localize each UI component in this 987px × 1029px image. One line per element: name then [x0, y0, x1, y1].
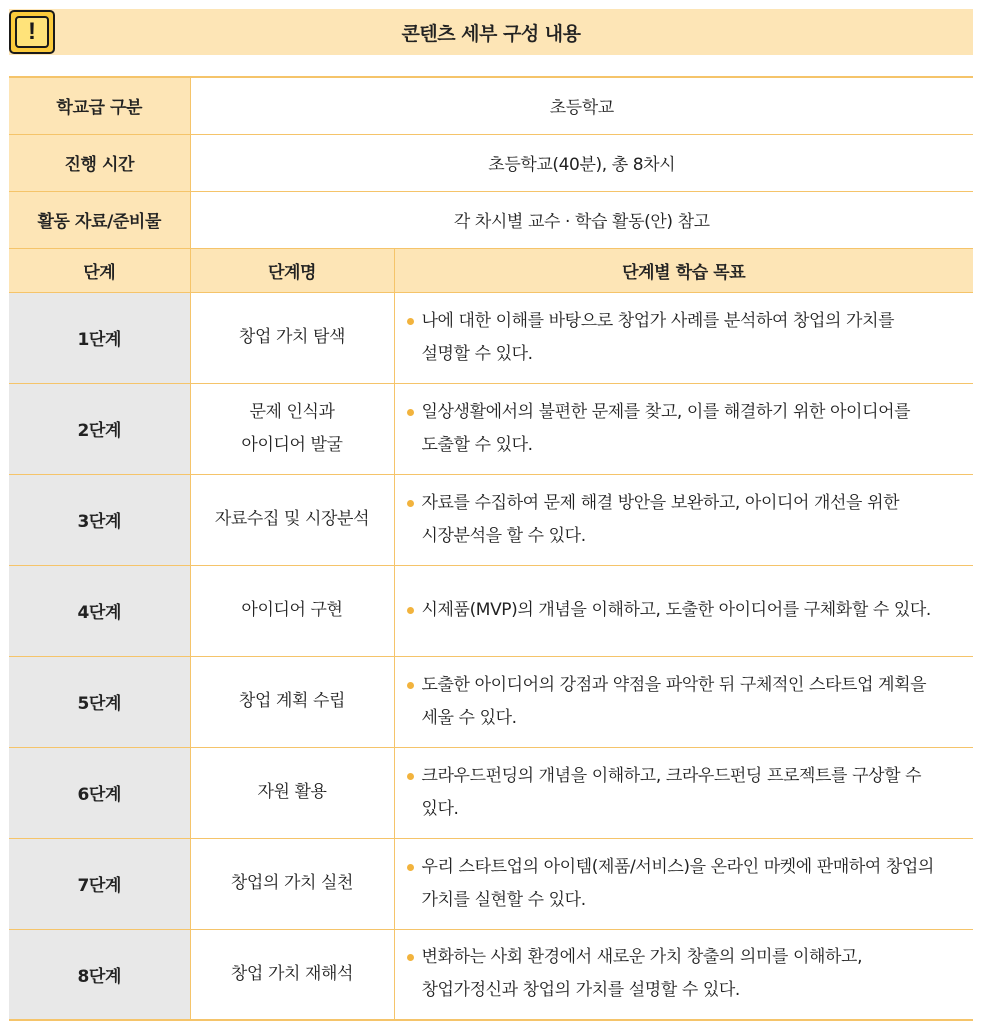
stage-name-line: 문제 인식과 — [249, 401, 335, 422]
stage-name — [190, 929, 394, 1020]
stage-goal — [394, 292, 973, 383]
stage-goal-line: 도출할 수 있다. — [421, 434, 533, 455]
table-row — [9, 747, 973, 838]
bullet-dot-icon — [407, 500, 414, 507]
stage-goal — [394, 656, 973, 747]
materials-value: 각 차시별 교수 · 학습 활동(안) 참고 — [190, 191, 973, 248]
stage-goal-text — [422, 594, 964, 627]
stage-goal-line: 자료를 수집하여 문제 해결 방안을 보완하고, 아이디어 개선을 위한 — [421, 492, 900, 513]
stage-name-line: 아이디어 발굴 — [241, 434, 343, 455]
column-header-goal: 단계별 학습 목표 — [394, 248, 973, 292]
column-header-stage: 단계 — [9, 248, 190, 292]
stage-goal-line: 일상생활에서의 불편한 문제를 찾고, 이를 해결하기 위한 아이디어를 — [421, 401, 911, 422]
stage-name — [190, 656, 394, 747]
info-row-school-level — [9, 77, 973, 134]
stage-goal — [394, 838, 973, 929]
stage-goal — [394, 565, 973, 656]
content-table — [9, 76, 973, 1021]
stage-name — [190, 292, 394, 383]
stage-goal-line: 크라우드펀딩의 개념을 이해하고, 크라우드펀딩 프로젝트를 구상할 수 — [421, 765, 922, 786]
stage-number: 1단계 — [9, 292, 190, 383]
stage-name — [190, 747, 394, 838]
table-row — [9, 565, 973, 656]
stage-goal-line: 시장분석을 할 수 있다. — [421, 525, 586, 546]
warning-icon-glyph: ! — [15, 16, 49, 48]
stage-name — [190, 565, 394, 656]
stage-name-line: 아이디어 구현 — [241, 600, 343, 620]
bullet-dot-icon — [407, 864, 414, 871]
stage-number: 5단계 — [9, 656, 190, 747]
school-level-value: 초등학교 — [190, 77, 973, 134]
stage-goal-text — [422, 396, 964, 462]
info-row-materials — [9, 191, 973, 248]
bullet-dot-icon — [407, 318, 414, 325]
stage-goal-text — [422, 941, 964, 1007]
table-row — [9, 292, 973, 383]
stage-name-line: 자원 활용 — [257, 782, 327, 802]
stage-goal — [394, 383, 973, 474]
stage-goal — [394, 929, 973, 1020]
stage-number: 6단계 — [9, 747, 190, 838]
school-level-label: 학교급 구분 — [9, 77, 190, 134]
bullet-dot-icon — [407, 954, 414, 961]
stage-goal — [394, 747, 973, 838]
stage-goal-text — [422, 851, 964, 917]
stage-name-line: 창업 가치 탐색 — [238, 327, 346, 347]
stage-name — [190, 474, 394, 565]
stage-goal-line: 나에 대한 이해를 바탕으로 창업가 사례를 분석하여 창업의 가치를 — [421, 310, 895, 331]
bullet-dot-icon — [407, 409, 414, 416]
stage-name-line: 창업 가치 재해석 — [230, 963, 354, 984]
stage-number: 2단계 — [9, 383, 190, 474]
stage-name — [190, 383, 394, 474]
stage-goal-text — [422, 487, 964, 553]
stage-number: 7단계 — [9, 838, 190, 929]
stage-goal-line: 변화하는 사회 환경에서 새로운 가치 창출의 의미를 이해하고, — [421, 947, 863, 968]
stage-goal — [394, 474, 973, 565]
bullet-dot-icon — [407, 682, 414, 689]
stage-name-line: 자료수집 및 시장분석 — [214, 509, 370, 529]
duration-value: 초등학교(40분), 총 8차시 — [190, 134, 973, 191]
bullet-dot-icon — [407, 773, 414, 780]
stage-goal-line: 우리 스타트업의 아이템(제품/서비스)을 온라인 마켓에 판매하여 창업의 — [421, 856, 934, 877]
stage-name-line: 창업 계획 수립 — [238, 691, 346, 711]
section-title: 콘텐츠 세부 구성 내용 — [401, 22, 581, 45]
stage-goal-line: 있다. — [421, 798, 459, 819]
table-row — [9, 656, 973, 747]
stage-goal-line: 창업가정신과 창업의 가치를 설명할 수 있다. — [421, 980, 740, 1001]
stage-number: 4단계 — [9, 565, 190, 656]
exclamation-warning-icon — [9, 10, 55, 54]
stage-goal-line: 도출한 아이디어의 강점과 약점을 파악한 뒤 구체적인 스타트업 계획을 — [421, 674, 927, 695]
stage-name — [190, 838, 394, 929]
stage-goal-text — [422, 669, 964, 735]
info-row-duration — [9, 134, 973, 191]
stage-goal-line: 가치를 실현할 수 있다. — [421, 889, 586, 910]
section-header — [9, 9, 973, 55]
column-header-row — [9, 248, 973, 292]
stage-goal-text — [422, 305, 964, 371]
table-row — [9, 929, 973, 1020]
stage-goal-text — [422, 760, 964, 826]
table-row — [9, 474, 973, 565]
bullet-dot-icon — [407, 607, 414, 614]
stage-number: 3단계 — [9, 474, 190, 565]
stage-goal-line: 설명할 수 있다. — [421, 343, 533, 364]
table-row — [9, 838, 973, 929]
column-header-stage-name: 단계명 — [190, 248, 394, 292]
table-row — [9, 383, 973, 474]
stage-goal-line: 시제품(MVP)의 개념을 이해하고, 도출한 아이디어를 구체화할 수 있다. — [421, 600, 931, 620]
stage-number: 8단계 — [9, 929, 190, 1020]
materials-label: 활동 자료/준비물 — [9, 191, 190, 248]
stage-name-line: 창업의 가치 실천 — [230, 873, 354, 893]
duration-label: 진행 시간 — [9, 134, 190, 191]
stage-goal-line: 세울 수 있다. — [421, 707, 517, 728]
